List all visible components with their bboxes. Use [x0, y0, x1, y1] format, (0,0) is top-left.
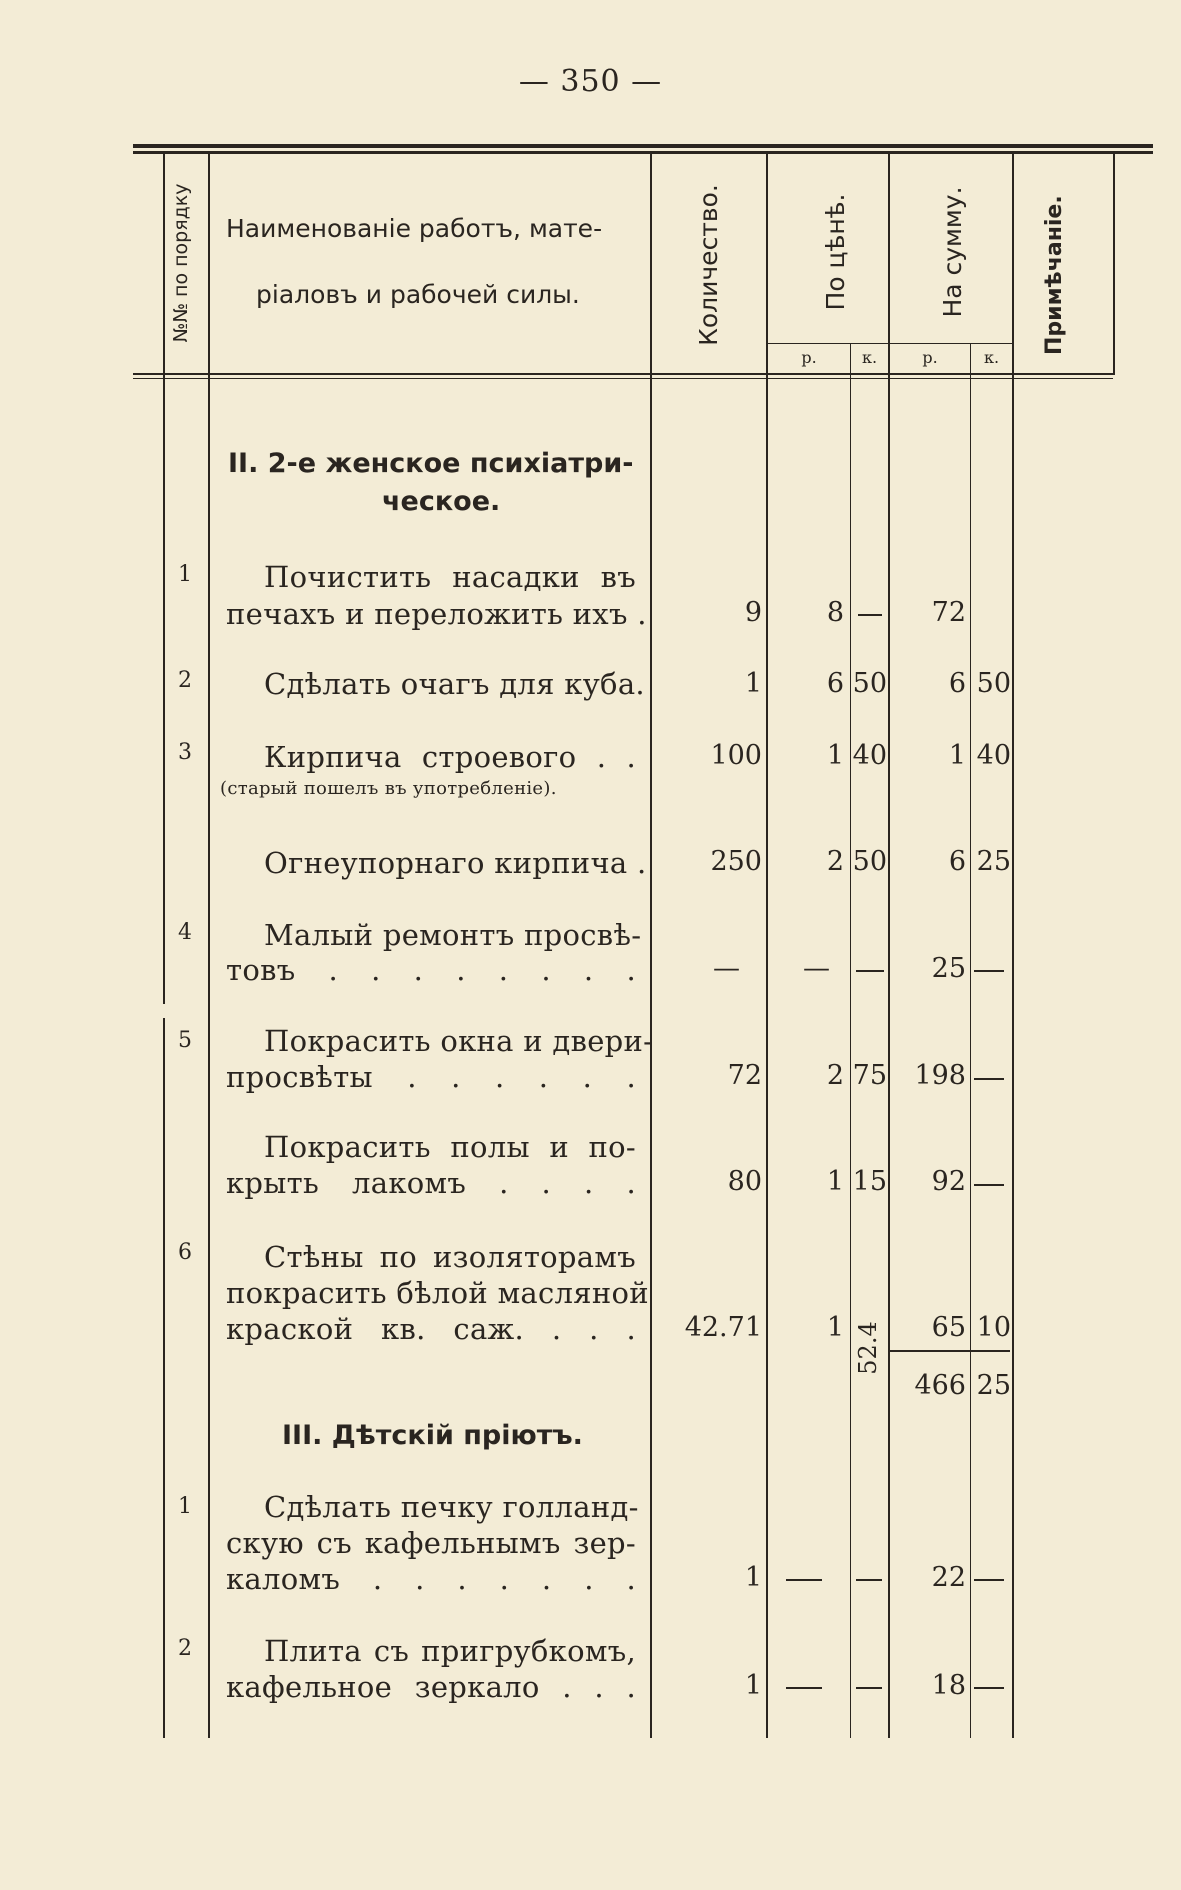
row-text: Стѣны по изоляторамъ — [264, 1240, 636, 1274]
qty-value: 80 — [727, 1166, 762, 1197]
price-kop-rotated: 52.4 — [854, 1321, 882, 1375]
sum-rub: 198 — [914, 1060, 966, 1091]
sum-kop: 50 — [976, 668, 1011, 699]
price-rub-dash — [786, 1687, 822, 1689]
row-text: Покрасить полы и по- — [264, 1130, 636, 1164]
header-col-name-1: Наименованіе работъ, мате- — [226, 214, 603, 243]
header-sum-kop: к. — [983, 348, 1000, 367]
row-text: печахъ и переложить ихъ . — [226, 597, 647, 631]
row-text: Плита съ пригрубкомъ, — [264, 1634, 636, 1668]
sum-rub: 18 — [931, 1670, 966, 1701]
qty-value: — — [713, 953, 740, 984]
sum-kop: 25 — [976, 846, 1011, 877]
header-sum-rub: р. — [922, 348, 938, 367]
qty-value: 72 — [727, 1060, 762, 1091]
row-text: Огнеупорнаго кирпича . — [264, 846, 647, 880]
row-text: Покрасить окна и двери- — [264, 1024, 654, 1058]
price-rub: — — [803, 953, 830, 984]
row-text: Сдѣлать печку голланд- — [264, 1490, 639, 1524]
header-col-no: №№ по порядку — [170, 183, 192, 343]
sum-kop: 40 — [976, 740, 1011, 771]
row-text: Сдѣлать очагъ для куба. — [264, 667, 645, 701]
price-rub: 1 — [826, 1312, 844, 1343]
col-line-note — [1012, 154, 1014, 1738]
header-col-name-2: ріаловъ и рабочей силы. — [256, 280, 580, 309]
row-number: 2 — [178, 668, 192, 693]
price-rub: 8 — [826, 597, 844, 628]
col-line-price — [766, 154, 768, 1738]
row-text: крыть лакомъ . . . . — [226, 1166, 636, 1200]
header-price-rub: р. — [801, 348, 817, 367]
header-col-note: Примѣчаніе. — [1042, 195, 1067, 355]
row-number: 3 — [178, 740, 192, 765]
row-text: Почистить насадки въ — [264, 560, 636, 594]
row-number: 5 — [178, 1028, 192, 1053]
col-line-qty — [650, 154, 652, 1738]
header-col-qty: Количество. — [694, 184, 723, 346]
col-line-left-2 — [163, 1018, 165, 1738]
row-number: 1 — [178, 562, 192, 587]
sum-rub: 65 — [931, 1312, 966, 1343]
qty-value: 42.71 — [684, 1312, 762, 1343]
sum-rub: 22 — [931, 1562, 966, 1593]
row-text: покрасить бѣлой масляной — [226, 1276, 649, 1310]
col-line-name — [208, 154, 210, 1738]
price-kop: 40 — [852, 740, 887, 771]
total-rub: 466 — [914, 1370, 966, 1401]
price-kop-dash — [858, 614, 882, 616]
qty-value: 1 — [744, 1670, 762, 1701]
section-3-title: III. Дѣтскій пріютъ. — [282, 1420, 583, 1451]
sum-rub: 25 — [931, 953, 966, 984]
top-rule-2 — [133, 151, 1153, 154]
row-text: кафельное зеркало . . . — [226, 1670, 636, 1704]
price-kop-dash — [856, 1687, 882, 1689]
sum-rub: 1 — [948, 740, 966, 771]
page-number: — 350 — — [518, 64, 663, 99]
price-rub: 1 — [826, 740, 844, 771]
sum-rub: 6 — [948, 846, 966, 877]
row-number: 6 — [178, 1240, 192, 1265]
total-kop: 25 — [976, 1370, 1011, 1401]
section-2-title-2: ческое. — [382, 486, 501, 517]
section-2-title-1: II. 2-е женское психіатри- — [228, 448, 634, 479]
row-text: Малый ремонтъ просвѣ- — [264, 918, 642, 952]
qty-value: 250 — [710, 846, 762, 877]
qty-value: 1 — [744, 1562, 762, 1593]
col-line-right — [1113, 154, 1115, 375]
total-line — [888, 1350, 1010, 1352]
col-line-left — [163, 154, 165, 1004]
sum-kop-dash — [974, 1687, 1004, 1689]
sum-kop: 10 — [976, 1312, 1011, 1343]
price-kop: 75 — [852, 1060, 887, 1091]
row-text: просвѣты . . . . . . — [226, 1060, 636, 1094]
col-line-sum — [888, 154, 890, 1738]
sum-kop-dash — [974, 1078, 1004, 1080]
price-kop: 50 — [852, 846, 887, 877]
row-number: 2 — [178, 1636, 192, 1661]
row-text: товъ . . . . . . . . — [226, 953, 636, 987]
subheader-line — [768, 343, 1012, 344]
header-col-price: По цѣнѣ. — [821, 193, 850, 311]
header-price-kop: к. — [861, 348, 878, 367]
price-kop: 15 — [852, 1166, 887, 1197]
sum-kop-dash — [974, 1579, 1004, 1581]
price-rub: 1 — [826, 1166, 844, 1197]
col-line-sum-k — [970, 343, 971, 1738]
row-text: краской кв. саж. . . . — [226, 1312, 636, 1346]
row-note: (старый пошелъ въ употребленіе). — [220, 778, 557, 799]
row-text: скую съ кафельнымъ зер- — [226, 1526, 636, 1560]
qty-value: 1 — [744, 668, 762, 699]
row-number: 4 — [178, 920, 192, 945]
row-text: каломъ . . . . . . . — [226, 1562, 636, 1596]
price-rub: 2 — [826, 846, 844, 877]
qty-value: 9 — [744, 597, 762, 628]
price-rub: 6 — [826, 668, 844, 699]
header-col-sum: На сумму. — [938, 186, 967, 318]
price-kop: 50 — [852, 668, 887, 699]
sum-rub: 72 — [931, 597, 966, 628]
price-rub: 2 — [826, 1060, 844, 1091]
price-rub-dash — [786, 1579, 822, 1581]
row-number: 1 — [178, 1494, 192, 1519]
header-bottom-rule-2 — [133, 378, 1113, 379]
col-line-price-k — [850, 343, 851, 1738]
sum-kop-dash — [974, 970, 1004, 972]
sum-kop-dash — [974, 1184, 1004, 1186]
price-kop-dash — [856, 1579, 882, 1581]
header-bottom-rule — [133, 373, 1113, 375]
top-double-rule — [133, 144, 1153, 148]
sum-rub: 6 — [948, 668, 966, 699]
price-kop-dash — [856, 970, 884, 972]
row-text: Кирпича строевого . . — [264, 740, 636, 774]
sum-rub: 92 — [931, 1166, 966, 1197]
qty-value: 100 — [710, 740, 762, 771]
